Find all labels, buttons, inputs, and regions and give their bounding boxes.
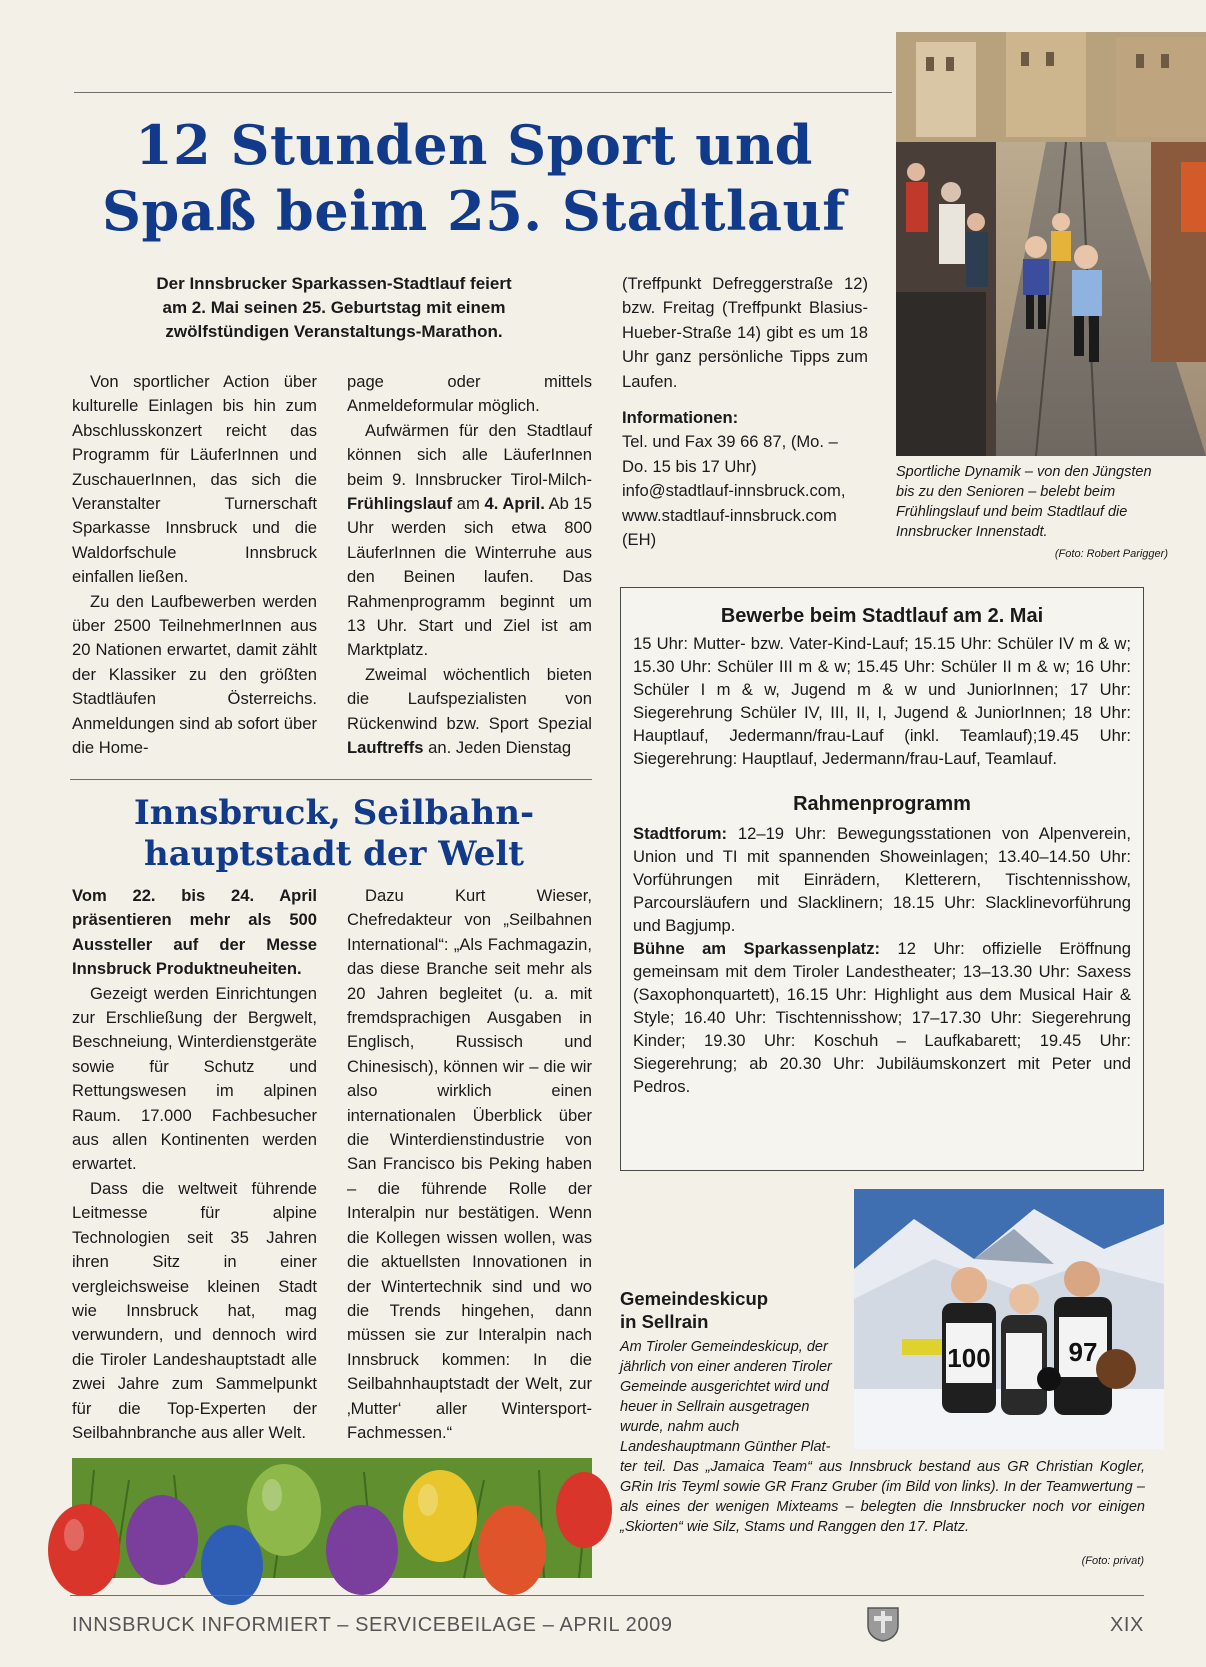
info-text: Tel. und Fax 39 66 87, (Mo. – Do. 15 bis 17 Uhr) info@stadtlauf-innsbruck.com, www.stadtlauf-innsbruck.com (EH) xyxy=(622,432,846,550)
article2-paragraph: Gezeigt werden Einrichtungen zur Erschließung der Bergwelt, Beschneiung, Winterdienstgeräte sowie für Schutz und Rettungswesen im alpinen Raum. 17.000 Fachbesucher aus allen Kontinenten werden erwartet. xyxy=(72,983,317,1174)
bottom-rule xyxy=(70,1595,1144,1596)
article1-paragraph: Zu den Laufbewerben werden über 2500 TeilnehmerInnen aus 20 Nationen erwartet, damit zählt der Klassiker zu den größten Stadtläufen Österreichs. Anmeldungen sind ab sofort über die Home- xyxy=(72,591,317,758)
bib-number-3: 97 xyxy=(1068,1337,1098,1367)
headline-line-1: 12 Stunden Sport und xyxy=(135,113,813,177)
schedule-box xyxy=(620,587,1144,1171)
footer-title: INNSBRUCK INFORMIERT – SERVICEBEILAGE – APRIL 2009 xyxy=(72,1614,673,1636)
article1-column-1 xyxy=(72,370,317,761)
article1-paragraph: page oder mittels Anmeldeformular möglich. xyxy=(347,372,592,416)
runners-photo-image xyxy=(896,32,1206,456)
runners-photo-credit: (Foto: Robert Parigger) xyxy=(1054,548,1168,560)
article2-lead: Vom 22. bis 24. April präsentieren mehr als 500 Aussteller auf der Messe Innsbruck Produktneuheiten. xyxy=(72,886,317,979)
article2-paragraph: Dazu Kurt Wieser, Chefredakteur von „Seilbahnen International“: „Als Fachmagazin, das diese Branche seit mehr als 20 Jahren begleitet (u. a. mit fremdsprachigen Ausgaben in Englisch, Russisch und Chinesisch), können wir – die wir also wirklich einen internationalen Überblick über die Winterdienstindustrie von San Francisco bis Peking haben – die führende Rolle der Interalpin nur bestätigen. Wenn die Kollegen wissen wollen, was die aktuellsten Innovationen in der Wintertechnik sind und wo die Trends hingehen, dann müssen sie zur Interalpin nach Innsbruck kommen: In die Seilbahnhauptstadt der Welt, zur ‚Mutter‘ aller Wintersport-Fachmessen.“ xyxy=(347,886,592,1442)
box-heading-rahmenprogramm: Rahmenprogramm xyxy=(793,793,971,815)
article3-caption-wide: ter teil. Das „Jamaica Team“ aus Innsbruck bestand aus GR Christian Kogler, GRin Iris Teyml sowie GR Franz Gruber (im Bild von links). In der Teamwertung – als eines der wenigen Mixteams – belegten die Innsbrucker noch vor einigen „Skiorten“ wie Silz, Stams und Ranggen den 17. Platz. xyxy=(620,1459,1145,1535)
article1-lead: Der Innsbrucker Sparkassen-Stadtlauf feiert am 2. Mai seinen 25. Geburtstag mit einem zwölfstündigen Veranstaltungs-Marathon. xyxy=(156,274,512,341)
box-heading-bewerbe: Bewerbe beim Stadtlauf am 2. Mai xyxy=(720,605,1044,627)
article3-headline: Gemeindeskicup in Sellrain xyxy=(620,1288,769,1332)
box-text-bewerbe: 15 Uhr: Mutter- bzw. Vater-Kind-Lauf; 15.15 Uhr: Schüler IV m & w; 15.30 Uhr: Schüler III m & w; 15.45 Uhr: Schüler II m & w; 16 Uhr: Schüler I m & w, Jugend m & w und JuniorInnen; 17 Uhr: Siegerehrung Schüler IV, III, II, I, Jugend & JuniorInnen; 18 Uhr: Hauptlauf, Jedermann/frau-Lauf (inkl. Teamlauf);19.45 Uhr: Siegerehrung: Hauptlauf, Jedermann/frau-Lauf, Teamlauf. xyxy=(633,634,1131,768)
article2-column-1 xyxy=(72,884,317,1445)
article3-caption-narrow: Am Tiroler Gemeindeskicup, der jährlich von einer anderen Tiroler Gemeinde ausgerichtet wird und heuer in Sellrain ausgetragen wurde, nahm auch Landeshauptmann Günther Plat- xyxy=(620,1339,832,1455)
box-text-stadtforum: Stadtforum: 12–19 Uhr: Bewegungsstationen von Alpenverein, Union und TI mit spannenden Showeinlagen; 13.40–14.50 Uhr: Vorführungen mit Einrädern, Kletterern, Tischtennisshow, Parcoursläufern und Slacklinern; 18.15 Uhr: Slacklinevorführung und Bagjump. xyxy=(633,824,1131,935)
article2-column-2 xyxy=(347,884,592,1445)
article1-paragraph: Von sportlicher Action über kulturelle Einlagen bis hin zum Abschlusskonzert reicht das Programm für LäuferInnen und ZuschauerInnen, das sich die Veranstalter Turnerschaft Sparkasse Innsbruck und die Waldorfschule Innsbruck einfallen ließen. xyxy=(72,372,317,587)
ski-team-photo xyxy=(854,1189,1164,1449)
article1-column-2 xyxy=(347,370,592,761)
article3-credit: (Foto: privat) xyxy=(1081,1555,1144,1567)
ski-team-photo-image xyxy=(854,1189,1164,1449)
easter-eggs-illustration xyxy=(44,1450,614,1610)
info-label: Informationen: xyxy=(622,408,739,428)
runners-photo xyxy=(896,32,1206,456)
article2-headline: Innsbruck, Seilbahn- hauptstadt der Welt xyxy=(133,793,535,874)
article1-paragraph: (Treffpunkt Defreggerstraße 12) bzw. Freitag (Treffpunkt Blasius-Hueber-Straße 14) gibt es um 18 Uhr ganz persönliche Tipps zum Laufen. xyxy=(622,274,868,391)
article2-rule xyxy=(70,779,592,780)
article1-paragraph: Aufwärmen für den Stadtlauf können sich alle LäuferInnen beim 9. Innsbrucker Tirol-Milch-Frühlingslauf am 4. April. Ab 15 Uhr werden sich etwa 800 LäuferInnen die Winterruhe aus den Beinen laufen. Das Rahmenprogramm beginnt um 13 Uhr. Start und Ziel ist am Marktplatz. xyxy=(347,420,592,660)
box-text-buehne: Bühne am Sparkassenplatz: 12 Uhr: offizielle Eröffnung gemeinsam mit dem Tiroler Landestheater; 13–13.30 Uhr: Saxess (Saxophonquartett), 16.15 Uhr: Highlight aus dem Musical Hair & Style; 16.40 Uhr: Tischtennisshow; 17–17.30 Uhr: Siegerehrung Kinder; 19.30 Uhr: Koschuh – Laufkabarett; 19.45 Uhr: Siegerehrung; ab 20.30 Uhr: Jubiläumskonzert mit Peter und Pedros. xyxy=(633,939,1131,1096)
easter-eggs-image xyxy=(44,1450,614,1610)
article1-paragraph: Zweimal wöchentlich bieten die Laufspezialisten von Rückenwind bzw. Sport Spezial Lauftreffs an. Jeden Dienstag xyxy=(347,664,592,758)
page-number: XIX xyxy=(1109,1614,1144,1636)
bib-number-1: 100 xyxy=(947,1343,991,1373)
main-headline xyxy=(74,112,874,244)
article2-paragraph: Dass die weltweit führende Leitmesse für alpine Technologien seit 35 Jahren ihren Sitz in einer vergleichsweise kleinen Stadt wie Innsbruck hat, mag verwundern, und dennoch wird die Tiroler Landeshauptstadt alle zwei Jahre zum Sammelpunkt für die Top-Experten der Seilbahnbranche aus aller Welt. xyxy=(72,1178,317,1442)
runners-photo-caption: Sportliche Dynamik – von den Jüngsten bis zu den Senioren – belebt beim Frühlingslauf und beim Stadtlauf die Innsbrucker Innenstadt. xyxy=(896,464,1152,540)
city-crest-icon xyxy=(866,1606,900,1642)
top-rule xyxy=(74,92,892,93)
headline-line-2: Spaß beim 25. Stadtlauf xyxy=(101,179,846,243)
article1-column-3 xyxy=(622,272,868,552)
